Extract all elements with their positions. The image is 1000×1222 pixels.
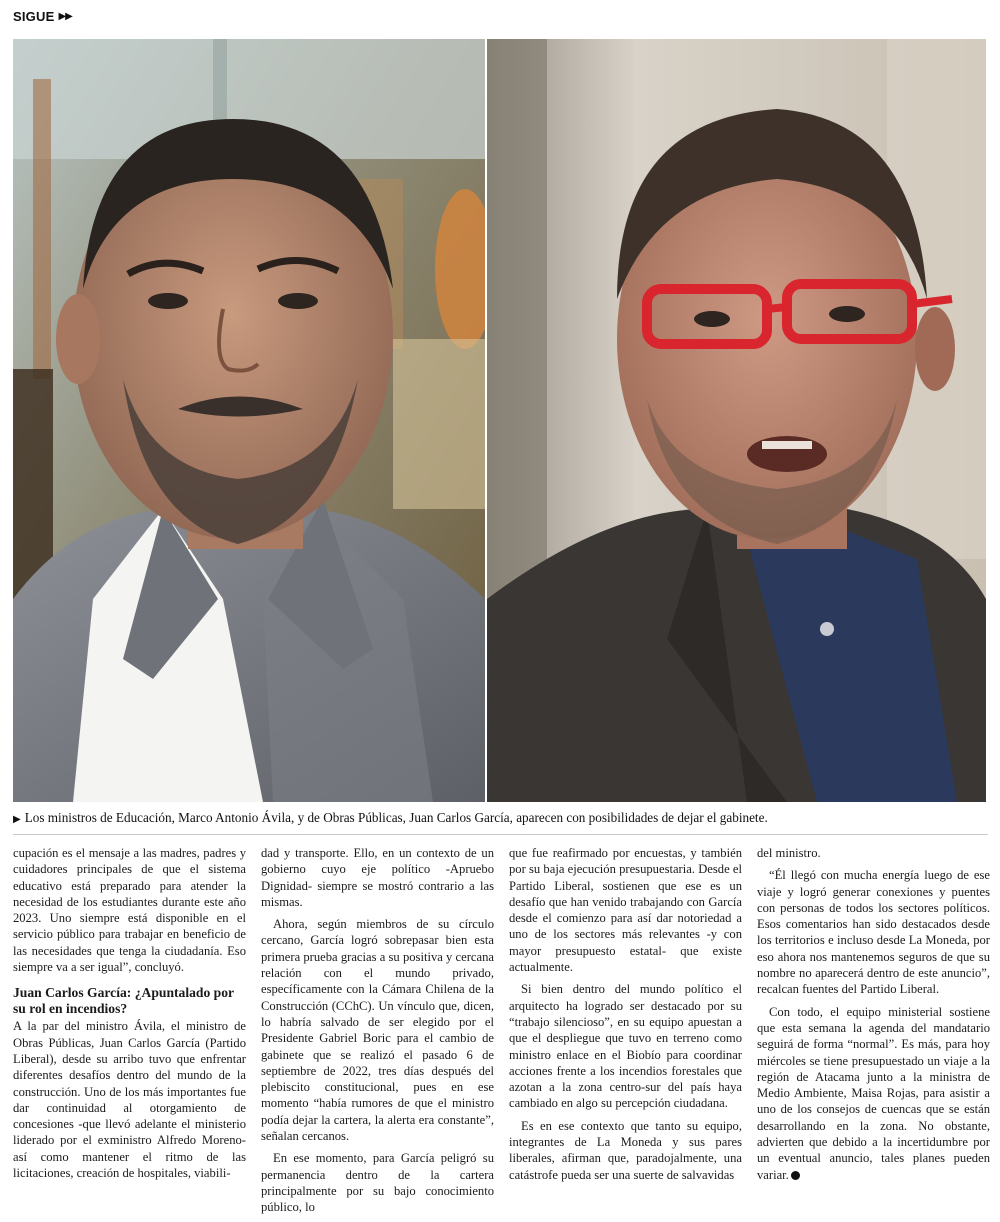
double-arrow-icon: ▶▶ (58, 10, 72, 22)
paragraph-final-text: Con todo, el equipo ministerial sostiene que esta semana la agenda del mandatario seguirá de forma “normal”. Es más, para hoy miércoles se tiene presupuestado un viaje a la región de Atacama junto a la ministra de Medio Ambiente, Maisa Rojas, para asistir a uno de los consejos de cuencas que se están desarrollando en la zona. No obstante, advierten que debido a la incertidumbre por un eventual anuncio, tales planes pueden variar. (757, 1004, 990, 1182)
continue-header (13, 6, 72, 26)
photo-caption (13, 809, 988, 829)
paragraph: Es en ese contexto que tanto su equipo, integrantes de La Moneda y sus pares liberales, afirman que, paradojalmente, una catástrofe pueda ser una suerte de salvavidas (509, 1118, 742, 1182)
caption-divider (13, 834, 988, 835)
paragraph: “Él llegó con mucha energía luego de ese viaje y logró generar conexiones y puentes con personas de todos los sectores políticos. Esos comentarios han sido destacados desde los territorios e incluso desde La Moneda, por eso ahora nos mantenemos seguros de que su nombre no aparecerá dentro de este anuncio”, recalcan fuentes del Partido Liberal. (757, 868, 990, 997)
paragraph: cupación es el mensaje a las madres, padres y cuidadores principales de que el sistema educativo está preparado para atender la necesidad de los estudiantes durante este año 2023. Uno siempre está disponible en el servicio público para trabajar en beneficio de las necesidades que tenga la ciudadanía. Eso siempre va a ser igual”, concluyó. (13, 846, 246, 975)
section-subheading: Juan Carlos García: ¿Apuntalado por su rol en incendios? (13, 985, 234, 1017)
photo-minister-public-works (487, 39, 986, 802)
continue-label: SIGUE (13, 8, 55, 24)
paragraph: En ese momento, para García peligró su permanencia dentro de la cartera principalmente por su bajo conocimiento público, lo (261, 1151, 494, 1215)
paragraph: Si bien dentro del mundo político el arquitecto ha logrado ser destacado por su “trabajo silencioso”, en su equipo apuestan a que el despliegue que tuvo en terreno como ministro enlace en el Biobío para coordinar acciones frente a los incendios forestales que azotan a la zona centro-sur del país haya cambiado en algo su percepción ciudadana. (509, 982, 742, 1111)
article-column-4 (757, 845, 990, 1189)
caption-text: Los ministros de Educación, Marco Antonio Ávila, y de Obras Públicas, Juan Carlos García, aparecen con posibilidades de dejar el gabinete. (24, 810, 768, 825)
end-of-article-icon (791, 1171, 800, 1180)
article-column-3 (509, 845, 742, 1189)
article-column-1 (13, 845, 246, 1187)
photo-minister-right-icon (487, 39, 986, 802)
caption-triangle-icon: ▶ (13, 814, 21, 825)
paragraph: dad y transporte. Ello, en un contexto de un gobierno cuyo eje político -Apruebo Dignidad- siempre se mostró contrario a las mismas. (261, 846, 494, 909)
paragraph: Ahora, según miembros de su círculo cercano, García logró sobrepasar bien esta primera prueba gracias a su positiva y cercana relación con el mundo privado, específicamente con la Cámara Chilena de la Construcción (CChC). Un vínculo que, dicen, lo habría salvado de ser elegido por el Presidente Gabriel Boric para el cambio de gabinete que se realizó el pasado 6 de septiembre de 2022, tres días después del plebiscito constitucional, pues en ese momento “había rumores de que el ministro podía dejar la cartera, la alerta era constante”, señalan cercanos. (261, 917, 494, 1144)
paragraph: del ministro. (757, 846, 821, 860)
article-column-2 (261, 845, 494, 1222)
paragraph-final (757, 1004, 990, 1183)
photo-minister-education (13, 39, 485, 802)
paragraph: que fue reafirmado por encuestas, y también por su baja ejecución presupuestaria. Desde el Partido Liberal, sostienen que ese es un desafío que han venido trabajando con García desde el comienzo para así dar notoriedad a uno de los sectores más relevantes -y con mayor presupuesto estatal- que existe actualmente. (509, 846, 742, 975)
paragraph: A la par del ministro Ávila, el ministro de Obras Públicas, Juan Carlos García (Partido Liberal), desde su arribo tuvo que enfrentar diferentes desafíos dentro del mundo de la construcción. Uno de los más importantes fue dar continuidad al otorgamiento de concesiones -que llevó adelante el ministerio liderado por el exministro Alfredo Moreno- así como mantener el ritmo de las licitaciones, creación de hospitales, viabili- (13, 1019, 246, 1181)
photo-minister-left-icon (13, 39, 485, 802)
